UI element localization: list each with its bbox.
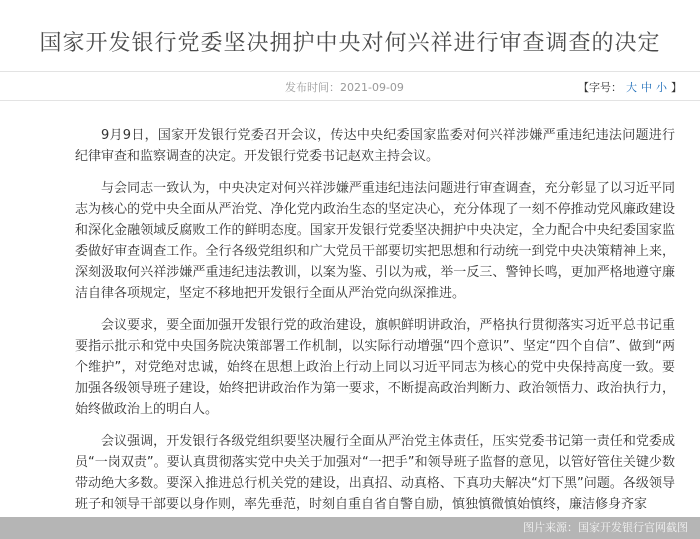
font-size-large-link[interactable]: 大 bbox=[626, 81, 637, 94]
paragraph-4: 会议强调，开发银行各级党组织要坚决履行全面从严治党主体责任，压实党委书记第一责任和党委成员“一岗双责”。要认真贯彻落实党中央关于加强对“一把手”和领导班子监督的意见，以管好管住关键少数带动绝大多数。要深入推进总行机关党的建设，出真招、动真格、下真功夫解决“灯下黑”问题。各级领导班子和领导干部要以身作则，率先垂范，时刻自重自省自警自励，慎独慎微慎始慎终，廉洁修身齐家 bbox=[75, 434, 675, 512]
publish-date: 发布时间：2021-09-09 bbox=[285, 81, 404, 94]
article-title: 国家开发银行党委坚决拥护中央对何兴祥进行审查调查的决定 bbox=[39, 31, 661, 56]
paragraph-2: 与会同志一致认为，中央决定对何兴祥涉嫌严重违纪违法问题进行审查调查，充分彰显了以习近平同志为核心的党中央全面从严治党、净化党内政治生态的坚定决心，充分体现了一刻不停推动党风廉政建设和深化金融领域反腐败工作的鲜明态度。国家开发银行党委坚决拥护中央决定，全力配合中央纪委国家监委做好审查调查工作。全行各级党组织和广大党员干部要切实把思想和行动统一到党中央决策精神上来，深刻汲取何兴祥涉嫌严重违纪违法教训，以案为鉴、引以为戒，举一反三、警钟长鸣，更加严格地遵守廉洁自律各项规定，坚定不移地把开发银行全面从严治党向纵深推进。 bbox=[75, 181, 675, 301]
article-body bbox=[75, 125, 675, 526]
font-size-small-link[interactable]: 小 bbox=[656, 81, 667, 94]
font-size-medium-link[interactable]: 中 bbox=[641, 81, 652, 94]
font-size-close-bracket: 】 bbox=[671, 81, 682, 94]
paragraph-3: 会议要求，要全面加强开发银行党的政治建设，旗帜鲜明讲政治，严格执行贯彻落实习近平总书记重要指示批示和党中央国务院决策部署工作机制，以实际行动增强“四个意识”、坚定“四个自信”、做到“两个维护”，对党绝对忠诚，始终在思想上政治上行动上同以习近平同志为核心的党中央保持高度一致。要加强各级领导班子建设，始终把讲政治作为第一要求，不断提高政治判断力、政治领悟力、政治执行力，始终做政治上的明白人。 bbox=[75, 318, 675, 417]
font-size-label: 【字号： bbox=[578, 81, 622, 94]
image-source-watermark bbox=[0, 517, 700, 539]
font-size-control bbox=[574, 79, 682, 95]
watermark-text: 图片来源：国家开发银行官网截图 bbox=[523, 521, 688, 534]
article-meta-bar bbox=[0, 71, 700, 101]
paragraph-1: 9月9日，国家开发银行党委召开会议，传达中央纪委国家监委对何兴祥涉嫌严重违纪违法问题进行纪律审查和监察调查的决定。开发银行党委书记赵欢主持会议。 bbox=[75, 128, 675, 164]
